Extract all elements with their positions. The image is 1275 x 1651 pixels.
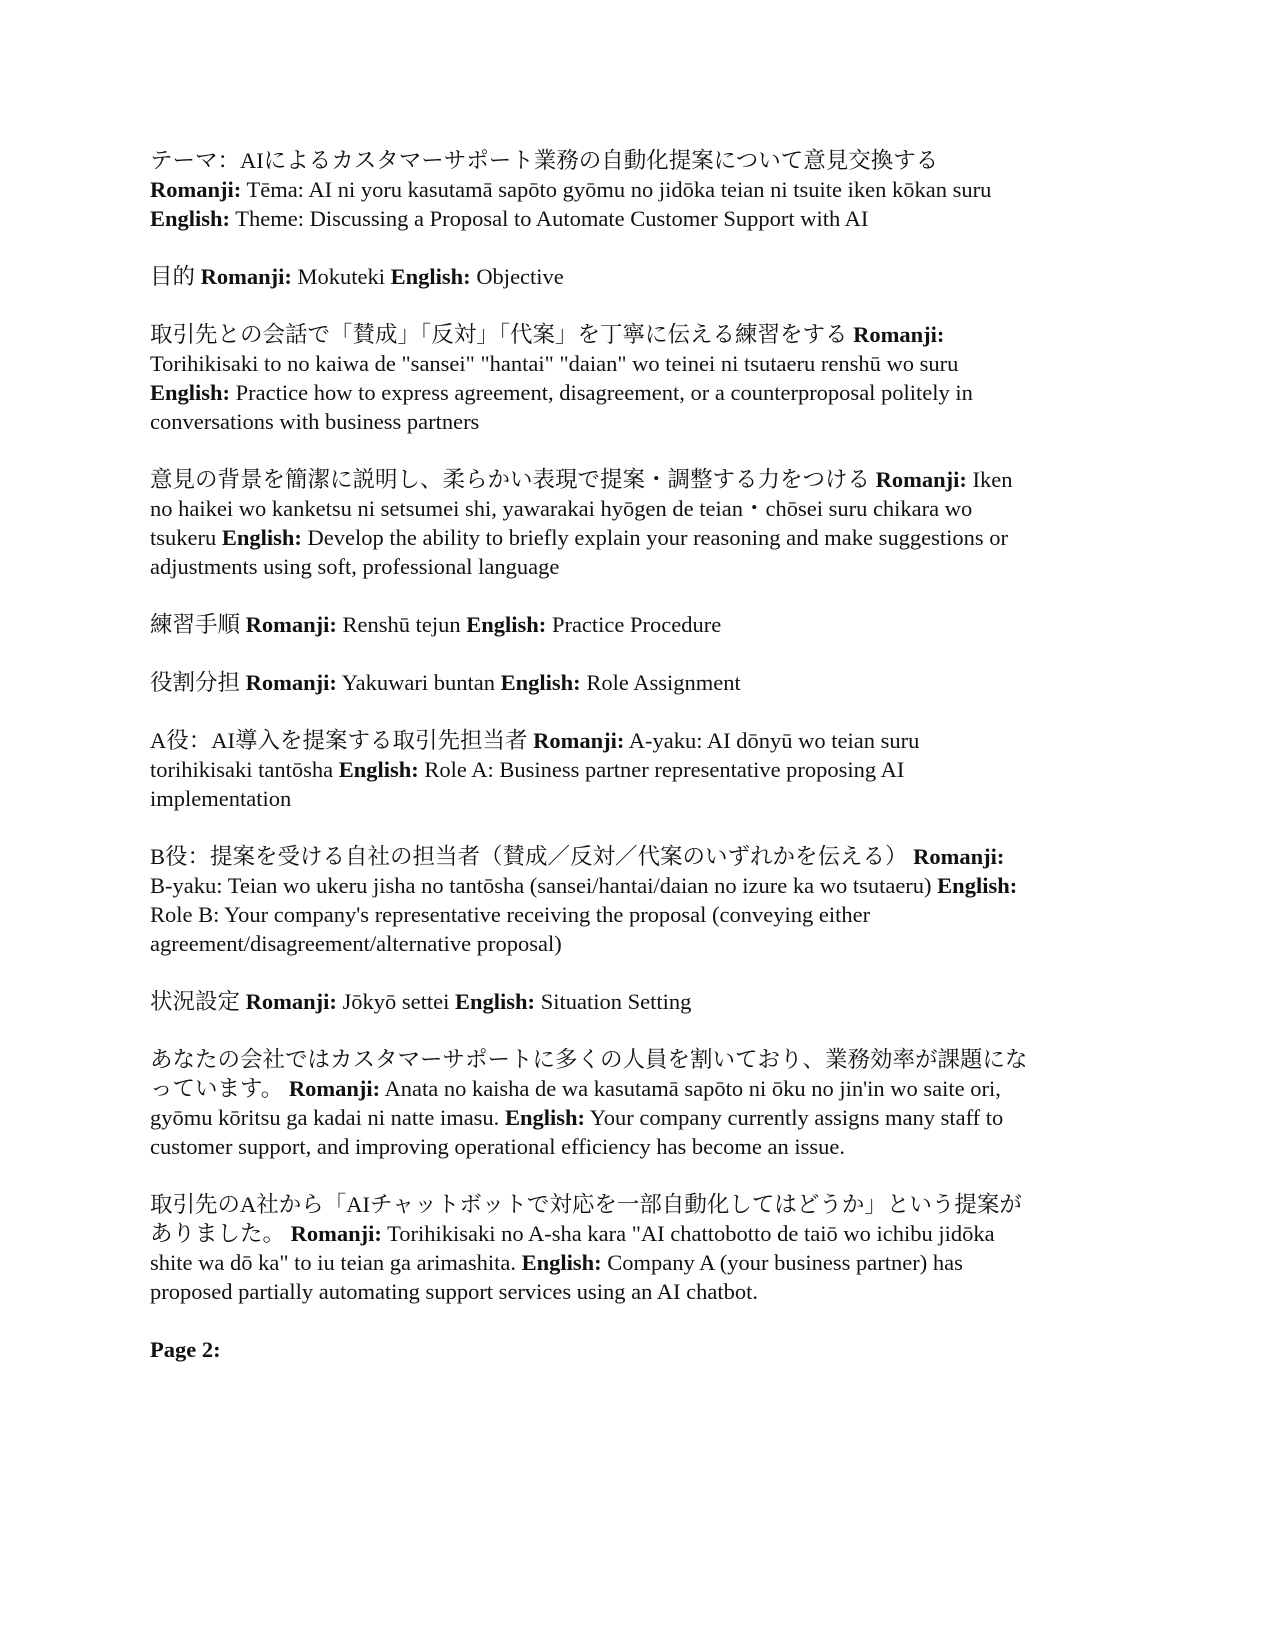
page-label: Page 2: — [150, 1337, 221, 1362]
situation-2-romanji-b: shite wa dō ka" to iu teian ga arimashita. — [150, 1250, 516, 1275]
situation-2-paragraph — [150, 1190, 1125, 1306]
romanji-label: Romanji: — [290, 1221, 382, 1246]
romanji-label: Romanji: — [533, 728, 625, 753]
roles-romanji: Yakuwari buntan — [341, 670, 496, 695]
theme-english: Theme: Discussing a Proposal to Automate Customer Support with AI — [235, 206, 869, 231]
objective-2-paragraph — [150, 465, 1125, 581]
role-b-english-a: Role B: Your company's representative receiving the proposal (conveying either — [150, 902, 871, 927]
romanji-label: Romanji: — [245, 989, 337, 1014]
romanji-label: Romanji: — [913, 844, 1005, 869]
english-label: English: — [521, 1250, 602, 1275]
theme-paragraph — [150, 146, 1125, 233]
procedure-romanji: Renshū tejun — [342, 612, 461, 637]
english-label: English: — [150, 206, 231, 231]
procedure-english: Practice Procedure — [551, 612, 722, 637]
romanji-label: Romanji: — [200, 264, 292, 289]
roles-heading — [150, 668, 1125, 697]
situation-japanese: 状況設定 — [150, 989, 241, 1014]
objective-romanji: Mokuteki — [297, 264, 386, 289]
role-a-romanji-b: torihikisaki tantōsha — [150, 757, 334, 782]
objective-2-romanji-a: Iken — [972, 467, 1013, 492]
romanji-label: Romanji: — [288, 1076, 381, 1101]
situation-2-japanese-b: ありました。 — [150, 1221, 286, 1246]
procedure-japanese: 練習手順 — [150, 612, 241, 637]
objective-2-english-a: Develop the ability to briefly explain your reasoning and make suggestions or — [307, 525, 1009, 550]
situation-1-romanji-a: Anata no kaisha de wa kasutamā sapōto ni ōku no jin'in wo saite ori, — [384, 1076, 1001, 1101]
objective-2-japanese: 意見の背景を簡潔に説明し、柔らかい表現で提案・調整する力をつける — [150, 467, 871, 492]
roles-japanese: 役割分担 — [150, 670, 241, 695]
role-a-paragraph — [150, 726, 1125, 813]
english-label: English: — [338, 757, 419, 782]
role-a-romanji-a: A-yaku: AI dōnyū wo teian suru — [628, 728, 920, 753]
role-b-paragraph — [150, 842, 1125, 958]
english-label: English: — [466, 612, 547, 637]
objective-english: Objective — [476, 264, 564, 289]
romanji-label: Romanji: — [245, 670, 337, 695]
objective-2-romanji-c: tsukeru — [150, 525, 217, 550]
objective-1-romanji: Torihikisaki to no kaiwa de "sansei" "hantai" "daian" wo teinei ni tsutaeru renshū wo suru — [150, 351, 959, 376]
objective-1-japanese: 取引先との会話で「賛成」「反対」「代案」を丁寧に伝える練習をする — [150, 322, 848, 347]
objective-2-english-b: adjustments using soft, professional language — [150, 554, 560, 579]
theme-japanese: テーマ：AIによるカスタマーサポート業務の自動化提案について意見交換する — [150, 148, 939, 173]
objective-heading — [150, 262, 1125, 291]
english-label: English: — [937, 873, 1018, 898]
situation-2-english-b: proposed partially automating support services using an AI chatbot. — [150, 1279, 758, 1304]
situation-heading — [150, 987, 1125, 1016]
english-label: English: — [455, 989, 536, 1014]
objective-1-english-a: Practice how to express agreement, disagreement, or a counterproposal politely in — [235, 380, 973, 405]
roles-english: Role Assignment — [586, 670, 741, 695]
english-label: English: — [504, 1105, 585, 1130]
theme-romanji: Tēma: AI ni yoru kasutamā sapōto gyōmu no jidōka teian ni tsuite iken kōkan suru — [246, 177, 992, 202]
document-page — [150, 146, 1125, 1364]
english-label: English: — [150, 380, 231, 405]
situation-1-japanese-a: あなたの会社ではカスタマーサポートに多くの人員を割いており、業務効率が課題にな — [150, 1047, 1028, 1072]
situation-romanji: Jōkyō settei — [342, 989, 450, 1014]
role-b-english-b: agreement/disagreement/alternative proposal) — [150, 931, 562, 956]
romanji-label: Romanji: — [150, 177, 242, 202]
situation-1-english-b: customer support, and improving operational efficiency has become an issue. — [150, 1134, 846, 1159]
role-a-english-b: implementation — [150, 786, 292, 811]
romanji-label: Romanji: — [853, 322, 945, 347]
situation-1-romanji-b: gyōmu kōritsu ga kadai ni natte imasu. — [150, 1105, 500, 1130]
situation-2-japanese-a: 取引先のA社から「AIチャットボットで対応を一部自動化してはどうか」という提案が — [150, 1192, 1022, 1217]
role-b-romanji: B-yaku: Teian wo ukeru jisha no tantōsha (sansei/hantai/daian no izure ka wo tsutaeru) — [150, 873, 932, 898]
situation-2-english-a: Company A (your business partner) has — [607, 1250, 963, 1275]
situation-1-japanese-b: っています。 — [150, 1076, 284, 1101]
procedure-heading — [150, 610, 1125, 639]
romanji-label: Romanji: — [875, 467, 967, 492]
situation-english: Situation Setting — [540, 989, 692, 1014]
objective-1-paragraph — [150, 320, 1125, 436]
romanji-label: Romanji: — [245, 612, 337, 637]
role-a-english-a: Role A: Business partner representative proposing AI — [424, 757, 905, 782]
role-a-japanese: A役：AI導入を提案する取引先担当者 — [150, 728, 528, 753]
english-label: English: — [221, 525, 302, 550]
english-label: English: — [390, 264, 471, 289]
situation-1-paragraph — [150, 1045, 1125, 1161]
objective-2-romanji-b: no haikei wo kanketsu ni setsumei shi, yawarakai hyōgen de teian・chōsei suru chikara wo — [150, 496, 973, 521]
objective-1-english-b: conversations with business partners — [150, 409, 480, 434]
objective-japanese: 目的 — [150, 264, 196, 289]
english-label: English: — [500, 670, 581, 695]
situation-1-english-a: Your company currently assigns many staff to — [589, 1105, 1004, 1130]
situation-2-romanji-a: Torihikisaki no A-sha kara "AI chattobotto de taiō wo ichibu jidōka — [387, 1221, 995, 1246]
role-b-japanese: B役：提案を受ける自社の担当者（賛成／反対／代案のいずれかを伝える） — [150, 844, 908, 869]
